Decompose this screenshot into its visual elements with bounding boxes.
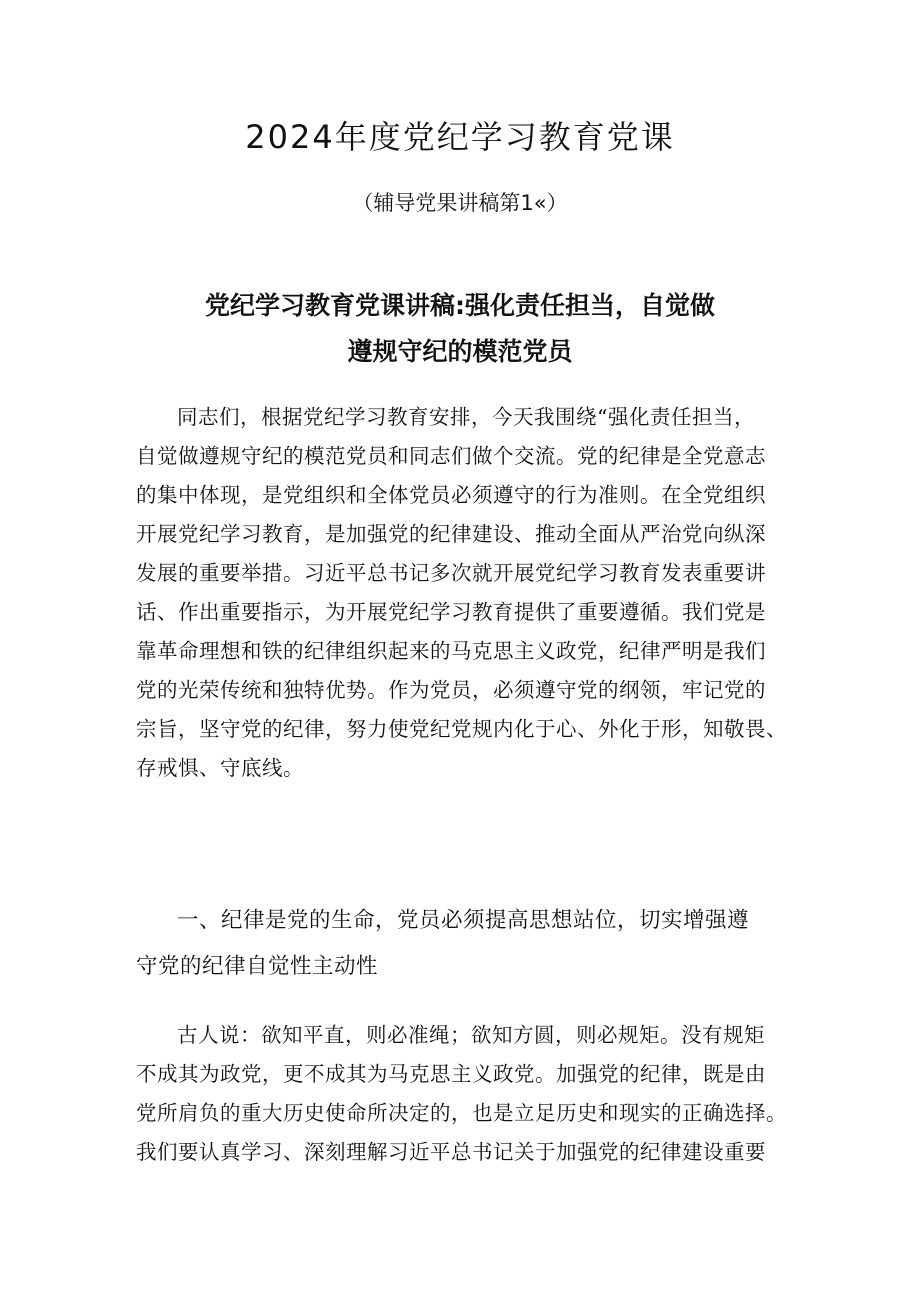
paragraph-line: 党所肩负的重大历史使命所决定的，也是立足历史和现实的正确选择。 — [136, 1101, 787, 1125]
paragraph-line: 开展党纪学习教育，是加强党的纪律建设、推动全面从严治党向纵深 — [136, 522, 766, 546]
paragraph-line: 话、作出重要指示，为开展党纪学习教育提供了重要遵循。我们党是 — [136, 600, 766, 624]
heading-line: 党纪学习教育党课讲稿:强化责任担当，自觉做 — [205, 291, 715, 320]
paragraph-line: 不成其为政党，更不成其为马克思主义政党。加强党的纪律，既是由 — [136, 1062, 766, 1086]
section-line: 守党的纪律自觉性主动性 — [136, 954, 379, 979]
paragraph-line: 自觉做遵规守纪的模范党员和同志们做个交流。党的纪律是全党意志 — [136, 444, 766, 468]
speech-heading — [0, 283, 920, 375]
paragraph-line: 古人说：欲知平直，则必准绳；欲知方圆，则必规矩。没有规矩 — [177, 1023, 765, 1047]
heading-line: 遵规守纪的模范党员 — [347, 337, 573, 366]
paragraph-line: 党的光荣传统和独特优势。作为党员，必须遵守党的纲领，牢记党的 — [136, 678, 766, 702]
section-line: 一、纪律是党的生命，党员必须提高思想站位，切实增强遵 — [177, 908, 750, 933]
paragraph-line: 靠革命理想和铁的纪律组织起来的马克思主义政党，纪律严明是我们 — [136, 639, 766, 663]
paragraph-line: 同志们，根据党纪学习教育安排，今天我围绕“强化责任担当， — [177, 405, 755, 429]
paragraph-line: 存戒惧、守底线。 — [136, 756, 304, 780]
paragraph-line: 我们要认真学习、深刻理解习近平总书记关于加强党的纪律建设重要 — [136, 1140, 766, 1164]
paragraph-line: 发展的重要举措。习近平总书记多次就开展党纪学习教育发表重要讲 — [136, 561, 766, 585]
paragraph-intro — [136, 398, 796, 788]
section-heading-1 — [136, 898, 796, 990]
paragraph-line: 的集中体现，是党组织和全体党员必须遵守的行为准则。在全党组织 — [136, 483, 766, 507]
document-subtitle: （辅导党果讲稿第1«） — [352, 191, 568, 215]
paragraph-section-1 — [136, 1016, 796, 1172]
document-title: 2024年度党纪学习教育党课 — [245, 118, 675, 156]
paragraph-line: 宗旨，坚守党的纪律，努力使党纪党规内化于心、外化于形，知敬畏、 — [136, 717, 787, 741]
